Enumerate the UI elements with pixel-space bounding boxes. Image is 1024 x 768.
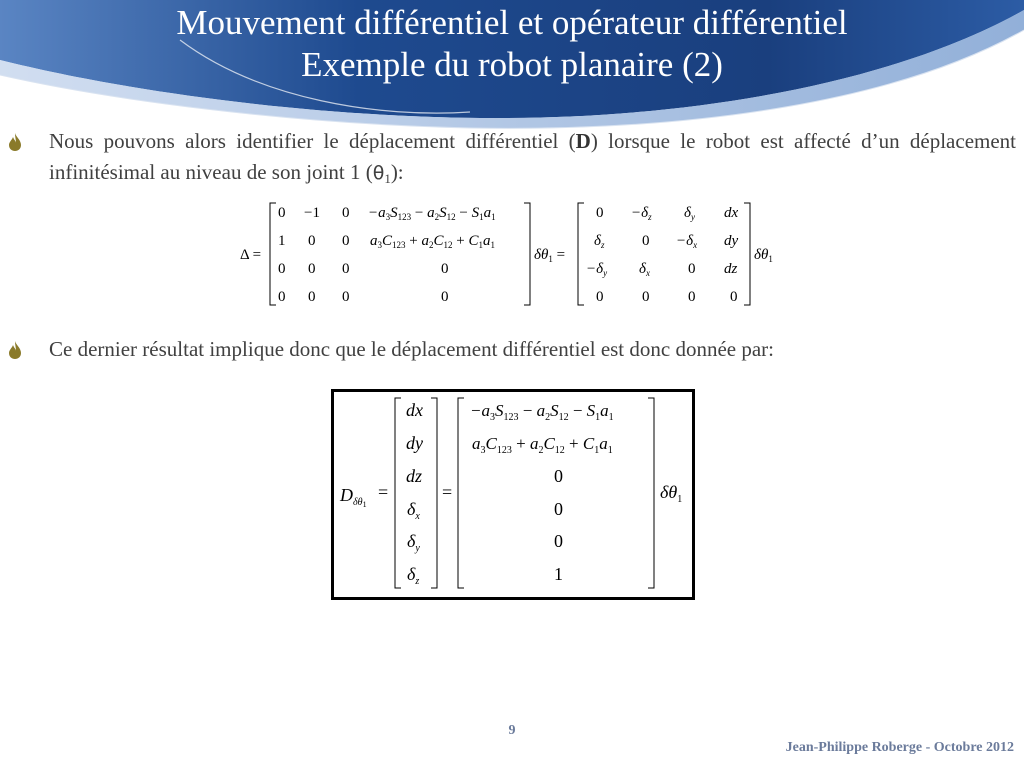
svg-text:0: 0 <box>642 233 650 249</box>
svg-text:=: = <box>442 482 453 502</box>
svg-text:0: 0 <box>688 261 696 277</box>
slide-title-line2: Exemple du robot planaire (2) <box>301 45 723 84</box>
svg-text:0: 0 <box>730 289 738 305</box>
svg-text:0: 0 <box>554 466 563 486</box>
svg-text:0: 0 <box>554 499 563 519</box>
svg-text:0: 0 <box>342 233 350 249</box>
theta-symbol: θ <box>372 162 385 184</box>
svg-text:0: 0 <box>596 289 604 305</box>
svg-text:δz: $\delta_z$ <box>594 233 605 250</box>
svg-text:a3C123 + a2C12 + C1a1: $a_3C_{123} + a_2C_{12} + C_1a_1$ <box>370 233 495 250</box>
svg-text:0: 0 <box>278 261 286 277</box>
bullet-2-text: Ce dernier résultat implique donc que le déplacement différentiel est donc donnée par: <box>49 337 775 361</box>
flame-bullet-icon <box>8 341 22 359</box>
equation-D-vector <box>334 392 692 597</box>
bullet-1 <box>8 126 1016 194</box>
svg-text:−1: −1 <box>304 205 320 221</box>
bullet-1-text-c: ): <box>390 160 404 184</box>
theta-subscript: 1 <box>384 171 391 186</box>
svg-text:δy: $\delta_y$ <box>684 205 695 222</box>
svg-text:0: 0 <box>342 205 350 221</box>
svg-text:Dδθ1: $D_{\delta\theta}1$ <box>340 485 367 509</box>
equation-delta-matrix <box>236 197 781 311</box>
svg-text:Δ =: Δ = <box>240 247 262 263</box>
svg-text:δθ1 =: $\delta\theta_1$ = <box>534 247 566 264</box>
svg-text:−δz: $-\delta_z$ <box>631 205 652 222</box>
flame-bullet-icon <box>8 133 22 151</box>
svg-text:−a3S123 − a2S12 − S1a1: $-a_3S_{123} - a_2S_{12} - S_1a_1$ <box>470 401 614 423</box>
svg-text:dx: dx <box>724 205 739 221</box>
svg-text:dz: dz <box>406 466 423 486</box>
svg-text:dy: dy <box>724 233 739 249</box>
svg-text:−δx: $-\delta_x$ <box>676 233 698 250</box>
svg-text:0: 0 <box>308 289 316 305</box>
bullet-1-bold-D: D <box>575 129 591 153</box>
slide-title <box>0 2 1024 86</box>
svg-text:0: 0 <box>554 531 563 551</box>
svg-text:0: 0 <box>342 289 350 305</box>
bullet-2 <box>8 334 1016 365</box>
bullet-1-text <box>49 126 1016 194</box>
svg-text:0: 0 <box>342 261 350 277</box>
slide-title-line1: Mouvement différentiel et opérateur différentiel <box>176 3 848 42</box>
svg-text:dx: dx <box>406 400 423 420</box>
boxed-equation <box>331 389 695 600</box>
svg-text:0: 0 <box>278 289 286 305</box>
svg-text:0: 0 <box>441 261 449 277</box>
svg-text:δy: $\delta_y$ <box>407 531 420 554</box>
svg-text:=: = <box>378 482 389 502</box>
svg-text:δx: $\delta_x$ <box>639 261 650 278</box>
svg-text:dz: dz <box>724 261 738 277</box>
svg-text:δz: $\delta_z$ <box>407 564 420 587</box>
svg-text:−a3S123 − a2S12 − S1a1: $-a_3S_{123} - a_2S_{12} - S_1a_1$ <box>368 205 496 222</box>
bullet-1-text-a: Nous pouvons alors identifier le déplacement différentiel ( <box>49 129 576 153</box>
svg-text:δθ1: $\delta\theta_1$ <box>754 247 773 264</box>
svg-text:δx: $\delta_x$ <box>407 499 420 522</box>
svg-text:0: 0 <box>308 261 316 277</box>
svg-text:0: 0 <box>308 233 316 249</box>
svg-text:dy: dy <box>406 433 423 453</box>
svg-text:0: 0 <box>642 289 650 305</box>
footer-author: Jean-Philippe Roberge - Octobre 2012 <box>785 740 1014 755</box>
svg-text:−δy: $-\delta_y$ <box>586 261 608 278</box>
svg-text:a3C123 + a2C12 + C1a1: $a_3C_{123} + a_2C_{12} + C_1a_1$ <box>472 434 613 456</box>
svg-text:1: 1 <box>554 564 563 584</box>
svg-text:0: 0 <box>596 205 604 221</box>
svg-text:0: 0 <box>278 205 286 221</box>
svg-text:0: 0 <box>688 289 696 305</box>
bullet-1-text-b: ) lorsque le robot est affecté d’un déplacement infinitésimal au niveau de son joint 1 ( <box>49 129 1017 184</box>
svg-text:0: 0 <box>441 289 449 305</box>
svg-text:1: 1 <box>278 233 286 249</box>
page-number: 9 <box>508 723 516 738</box>
svg-text:δθ1: $\delta\theta_1$ <box>660 482 683 505</box>
